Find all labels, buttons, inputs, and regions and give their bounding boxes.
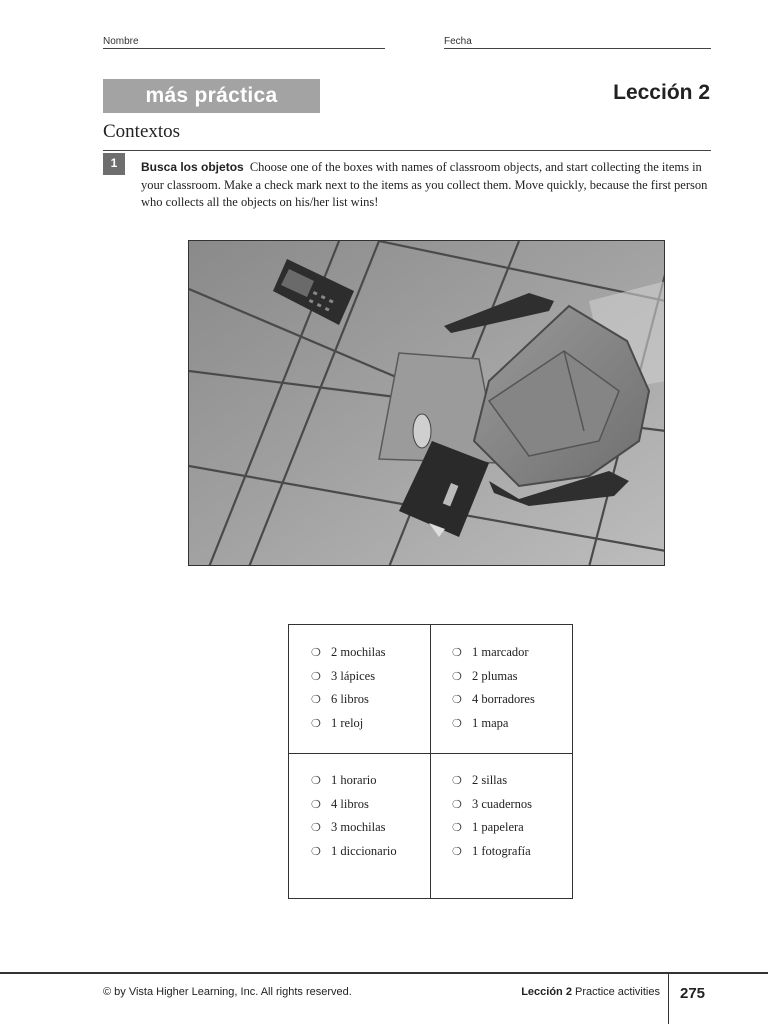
activity-title: Busca los objetos xyxy=(141,160,244,174)
activity-number-badge: 1 xyxy=(103,153,125,175)
item-label: 2 mochilas xyxy=(331,645,386,659)
checkbox-circle-icon[interactable]: ❍ xyxy=(452,670,462,683)
checkbox-circle-icon[interactable]: ❍ xyxy=(452,798,462,811)
checklist-item[interactable] xyxy=(452,716,535,740)
item-label: 1 mapa xyxy=(472,715,509,730)
checkbox-circle-icon[interactable]: ❍ xyxy=(452,845,462,858)
checklist-item[interactable] xyxy=(311,844,397,868)
footer-rule xyxy=(0,972,768,974)
activity-text: Choose one of the boxes with names of classroom objects, and start collecting the items in your classroom. Make a check mark next to the items as you collect them. Move quickly, because the first person who collects all the objects on his/her list wins! xyxy=(141,160,708,209)
grid-vertical-divider xyxy=(430,625,431,898)
checklist-box-3 xyxy=(311,773,397,867)
item-label: 1 marcador xyxy=(472,645,529,659)
checkbox-circle-icon[interactable]: ❍ xyxy=(311,822,321,834)
item-label: 1 reloj xyxy=(331,715,364,730)
checkbox-circle-icon[interactable]: ❍ xyxy=(452,822,462,834)
checklist-item[interactable] xyxy=(452,773,532,797)
footer-divider xyxy=(668,972,669,1024)
checklist-box-4 xyxy=(452,773,532,867)
checklist-item[interactable] xyxy=(452,645,535,669)
checklist-box-1 xyxy=(311,645,386,739)
grid-horizontal-divider xyxy=(289,753,572,754)
item-label: 2 plumas xyxy=(472,668,518,683)
checkbox-circle-icon[interactable]: ❍ xyxy=(452,717,462,730)
section-divider xyxy=(103,150,711,151)
checklist-item[interactable] xyxy=(452,797,532,821)
checklist-item[interactable] xyxy=(452,820,532,844)
item-label: 3 mochilas xyxy=(331,820,386,834)
section-heading: Contextos xyxy=(103,121,181,142)
mas-practica-banner xyxy=(103,79,320,113)
item-label: 1 papelera xyxy=(472,820,524,834)
item-label: 1 horario xyxy=(331,773,377,787)
checkbox-circle-icon[interactable]: ❍ xyxy=(311,647,321,659)
checklist-item[interactable] xyxy=(311,716,386,740)
name-line[interactable] xyxy=(103,48,385,49)
item-label: 3 cuadernos xyxy=(472,796,533,811)
item-label: 4 libros xyxy=(331,796,369,811)
item-label: 1 diccionario xyxy=(331,843,397,858)
checkbox-circle-icon[interactable]: ❍ xyxy=(452,694,462,706)
date-line[interactable] xyxy=(444,48,711,49)
item-label: 1 fotografía xyxy=(472,843,531,858)
banner-text: más práctica xyxy=(145,84,278,107)
activity-instructions xyxy=(141,159,711,212)
checkbox-circle-icon[interactable]: ❍ xyxy=(452,647,462,659)
checkbox-circle-icon[interactable]: ❍ xyxy=(311,717,321,730)
footer-lesson xyxy=(521,986,660,998)
checklist-item[interactable] xyxy=(311,797,397,821)
checkbox-circle-icon[interactable]: ❍ xyxy=(452,775,462,787)
checkbox-circle-icon[interactable]: ❍ xyxy=(311,775,321,787)
date-label: Fecha xyxy=(444,36,472,47)
checklist-box-2 xyxy=(452,645,535,739)
checkbox-circle-icon[interactable]: ❍ xyxy=(311,845,321,858)
checklist-item[interactable] xyxy=(452,692,535,716)
name-label: Nombre xyxy=(103,36,139,47)
item-label: 4 borradores xyxy=(472,692,535,706)
checklist-item[interactable] xyxy=(311,669,386,693)
item-label: 6 libros xyxy=(331,692,369,706)
footer-lesson-label: Lección 2 xyxy=(521,986,572,998)
checklist-item[interactable] xyxy=(311,820,397,844)
checklist-grid xyxy=(288,624,573,899)
page-number: 275 xyxy=(680,985,706,1002)
checklist-item[interactable] xyxy=(311,645,386,669)
item-label: 3 lápices xyxy=(331,668,376,683)
checklist-item[interactable] xyxy=(311,773,397,797)
checklist-item[interactable] xyxy=(311,692,386,716)
copyright-notice: © by Vista Higher Learning, Inc. All rights reserved. xyxy=(103,986,352,998)
checklist-item[interactable] xyxy=(452,669,535,693)
checkbox-circle-icon[interactable]: ❍ xyxy=(311,670,321,683)
item-label: 2 sillas xyxy=(472,773,508,787)
checkbox-circle-icon[interactable]: ❍ xyxy=(311,798,321,811)
footer-lesson-suffix: Practice activities xyxy=(575,986,660,998)
checklist-item[interactable] xyxy=(452,844,532,868)
lesson-title: Lección 2 xyxy=(613,81,710,104)
classroom-objects-photo xyxy=(188,240,665,566)
checkbox-circle-icon[interactable]: ❍ xyxy=(311,694,321,706)
